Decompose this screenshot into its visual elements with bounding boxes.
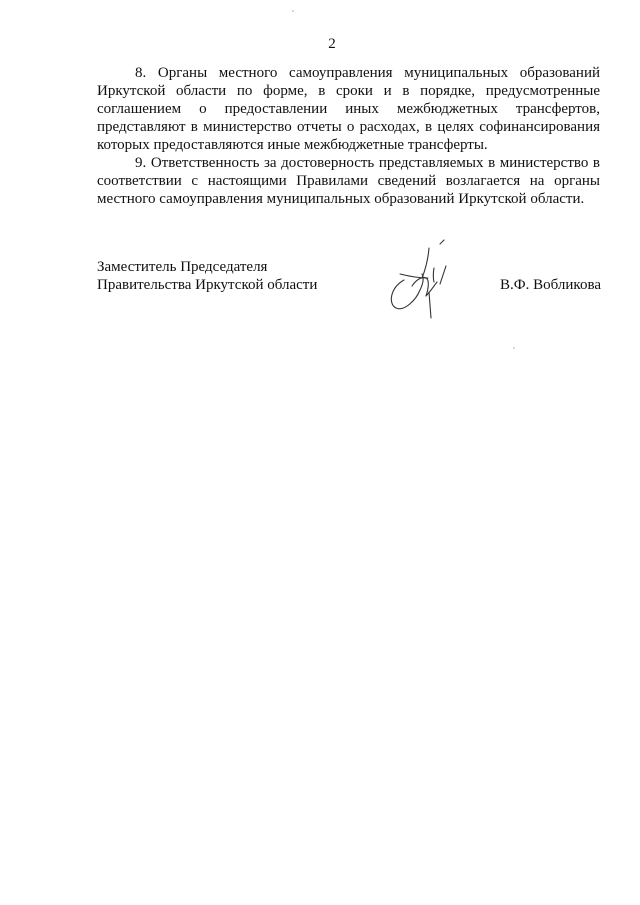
scan-speck <box>513 347 515 349</box>
handwritten-signature <box>382 234 462 324</box>
paragraph-9: 9. Ответственность за достоверность представляемых в министерство в соответствии с настоящими Правилами сведений возлагается на органы местного самоуправления муниципальных образований Иркутской области. <box>97 155 600 207</box>
signatory-title-line-2: Правительства Иркутской области <box>97 277 318 293</box>
signatory-title <box>97 258 317 294</box>
scan-speck <box>292 10 294 12</box>
document-body <box>97 64 600 208</box>
page-number: 2 <box>328 36 336 52</box>
signatory-title-line-1: Заместитель Председателя <box>97 259 268 275</box>
signature-block <box>97 258 601 318</box>
paragraph-8: 8. Органы местного самоуправления муниципальных образований Иркутской области по форме, в сроки и в порядке, предусмотренные соглашением о предоставлении иных межбюджетных трансфертов, представляют в министерство отчеты о расходах, в целях софинансирования которых предоставляются иные межбюджетные трансферты. <box>97 65 600 153</box>
signatory-name: В.Ф. Вобликова <box>500 277 601 293</box>
